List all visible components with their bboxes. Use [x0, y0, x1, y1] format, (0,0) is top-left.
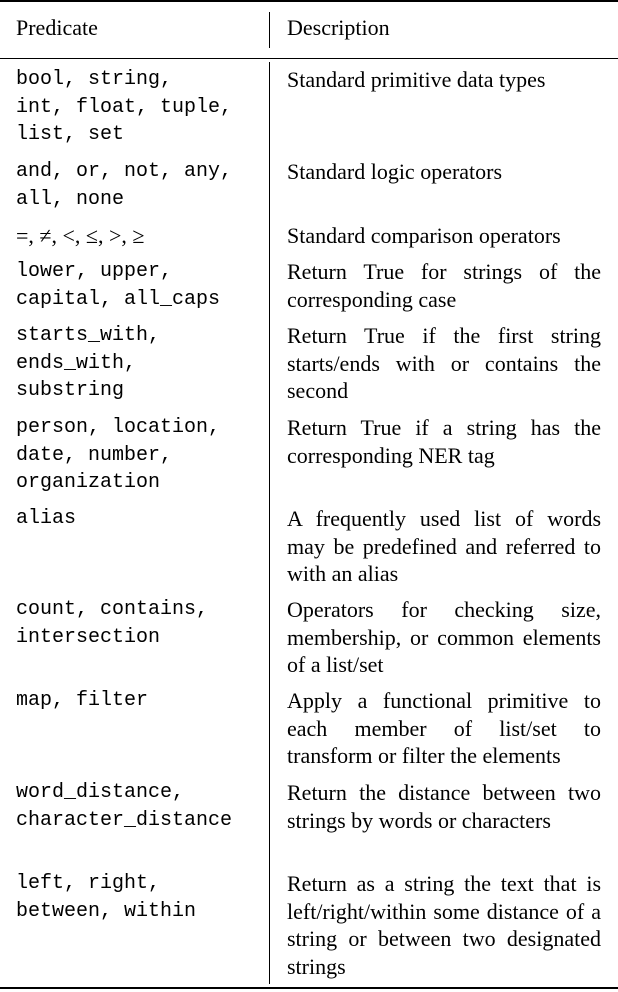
description-cell: Return the distance between two strings by words or characters [287, 780, 601, 833]
header-predicate: Predicate [16, 15, 98, 40]
predicate-cell: map, filter [16, 689, 149, 712]
predicate-cell: left, right, between, within [16, 872, 197, 923]
predicate-cell: starts_with, ends_with, substring [16, 324, 161, 402]
predicate-cell: and, or, not, any, all, none [16, 160, 233, 211]
header-rule [0, 58, 618, 59]
description-cell: Standard comparison operators [287, 223, 561, 248]
description-cell: Return True if the first string starts/ends with or contains the second [287, 323, 601, 403]
top-rule [0, 0, 618, 2]
description-cell: Return as a string the text that is left/right/within some distance of a string or between two designated strings [287, 871, 601, 979]
description-cell: Operators for checking size, membership, or common elements of a list/set [287, 597, 601, 677]
predicate-cell: =, ≠, <, ≤, >, ≥ [16, 223, 145, 248]
description-cell: Standard primitive data types [287, 67, 546, 92]
predicate-cell: count, contains, intersection [16, 598, 209, 649]
predicate-cell: bool, string, int, float, tuple, list, set [16, 68, 233, 146]
header-description: Description [287, 15, 390, 40]
predicate-cell: person, location, date, number, organization [16, 416, 221, 494]
description-cell: Apply a functional primitive to each member of list/set to transform or filter the elements [287, 688, 601, 768]
description-cell: Return True for strings of the corresponding case [287, 259, 601, 312]
description-cell: A frequently used list of words may be predefined and referred to with an alias [287, 506, 601, 586]
predicate-cell: alias [16, 507, 77, 530]
predicate-cell: lower, upper, capital, all_caps [16, 260, 221, 311]
body-column-divider [269, 62, 270, 984]
description-cell: Standard logic operators [287, 159, 503, 184]
predicate-cell: word_distance, character_distance [16, 781, 233, 832]
header-column-divider [269, 12, 270, 48]
bottom-rule [0, 987, 618, 989]
description-cell: Return True if a string has the corresponding NER tag [287, 415, 601, 468]
